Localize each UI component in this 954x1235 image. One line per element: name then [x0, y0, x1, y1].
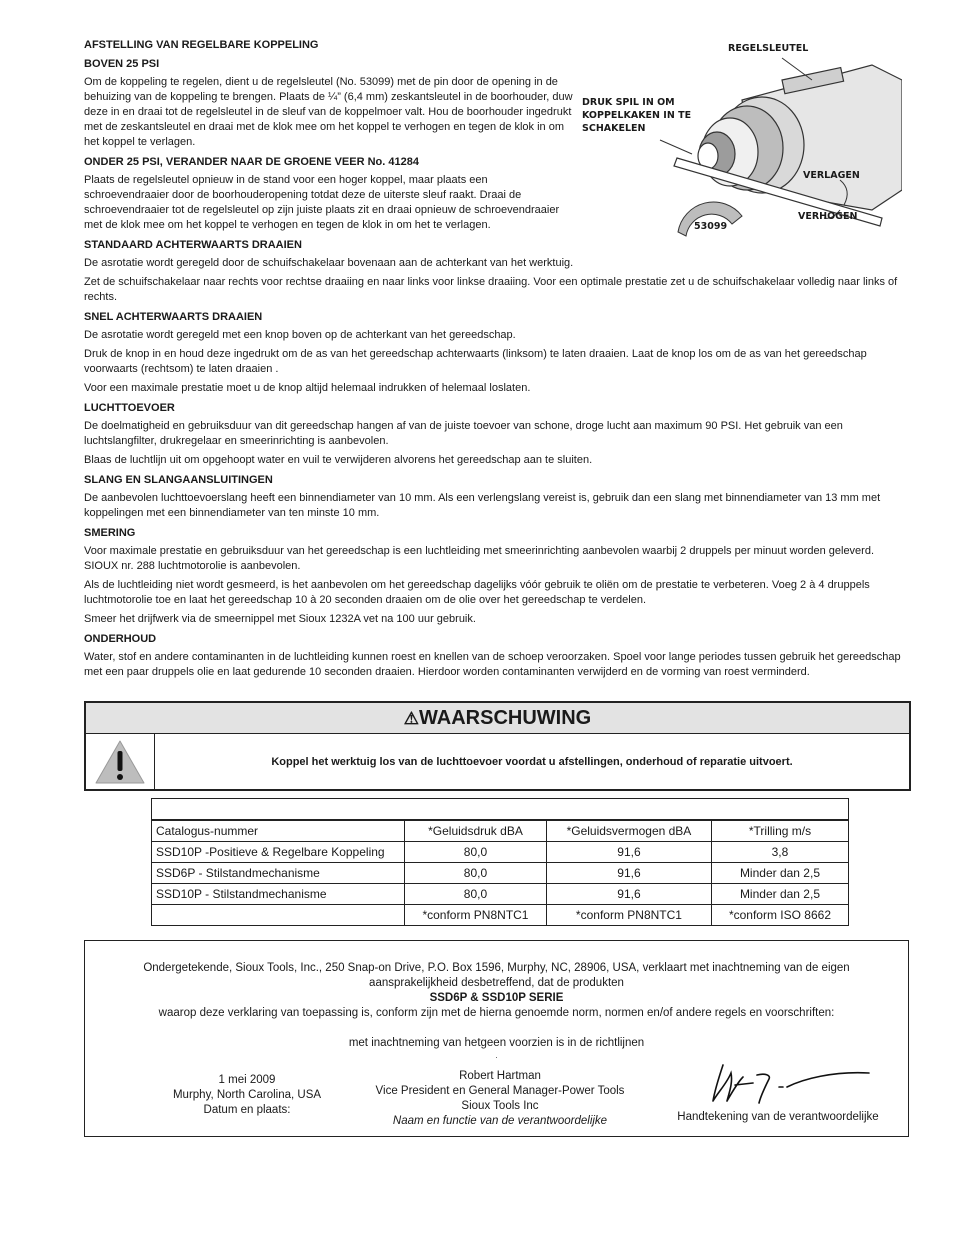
declaration-products: SSD6P & SSD10P SERIE [429, 992, 564, 1004]
paragraph: De aanbevolen luchttoevoerslang heeft een binnendiameter van 10 mm. Als een verlengslang vereist is, gebruik dan een slang met binnendiameter van 13 mm met koppelingen met een binnendiameter van ten minste 10 mm. [84, 492, 881, 519]
table-cell: *conform PN8NTC1 [405, 905, 547, 926]
label-regelsleutel: REGELSLEUTEL [728, 43, 809, 54]
paragraph: Water, stof en andere contaminanten in de luchtleiding kunnen roest en knellen van de schoep veroorzaken. Spoel voor lange periodes tussen gebruik het gereedschap met een paar druppels olie en laat gedurende 10 seconden draaien. Hierdoor worden contaminanten verwijderd en de vorming van roest verminderd. [84, 651, 901, 678]
paragraph: Smeer het drijfwerk via de smeernippel met Sioux 1232A vet na 100 uur gebruik. [84, 613, 476, 625]
label-spindle: DRUK SPIL IN OM KOPPELKAKEN IN TE SCHAKELEN [582, 97, 692, 134]
paragraph: Zet de schuifschakelaar naar rechts voor rechtse draaiing en naar links voor linkse draaiing. Voor een optimale prestatie zet u de schuifschakelaar volledig naar links of rechts. [84, 276, 898, 303]
place: Murphy, North Carolina, USA [172, 1089, 322, 1101]
table-cell: 80,0 [405, 842, 547, 863]
date-label: Datum en plaats: [203, 1104, 291, 1116]
paragraph: Blaas de luchtlijn uit om opgehoopt water en vuil te verwijderen alvorens het gereedschap aan te sluiten. [84, 454, 593, 466]
signature-block [663, 1061, 893, 1125]
paragraph: Druk de knop in en houd deze ingedrukt om de as van het gereedschap achterwaarts (linksom) te laten draaien. Laat de knop los om de as van het gereedschap voorwaarts (rechtsom) te laten draaien . [84, 348, 867, 375]
table-cell: 91,6 [546, 863, 711, 884]
signer-company: Sioux Tools Inc [461, 1100, 539, 1112]
table-row [152, 905, 849, 926]
specifications-table [151, 798, 849, 926]
section-heading: SMERING [84, 527, 136, 539]
table-cell: Catalogus-nummer [152, 820, 405, 842]
table-cell: 91,6 [546, 842, 711, 863]
table-cell: Minder dan 2,5 [711, 863, 848, 884]
table-row [152, 863, 849, 884]
table-row [152, 884, 849, 905]
label-raise: VERHOGEN [798, 211, 858, 222]
table-cell: 80,0 [405, 884, 547, 905]
declaration-box [84, 940, 909, 1137]
warning-text: Koppel het werktuig los van de luchttoevoer voordat u afstellingen, onderhoud of reparatie uitvoert. [271, 755, 793, 768]
warning-title: WAARSCHUWING [419, 707, 592, 729]
warning-header [86, 703, 909, 734]
declaration-line: aansprakelijkheid desbetreffend, dat de produkten [369, 977, 624, 989]
table-cell: 80,0 [405, 863, 547, 884]
section-heading: AFSTELLING VAN REGELBARE KOPPELING [84, 39, 319, 51]
warning-box [84, 701, 911, 791]
exclamation-icon [86, 734, 155, 789]
paragraph: De doelmatigheid en gebruiksduur van dit gereedschap hangen af van de juiste toevoer van schone, droge lucht aan maximum 90 PSI. Het gebruik van een luchtslangfilter, drukregelaar en smeerinrichting is aanbevolen. [84, 420, 843, 447]
table-cell: *Geluidsvermogen dBA [546, 820, 711, 842]
section-heading: ONDERHOUD [84, 633, 157, 645]
table-cell [152, 905, 405, 926]
date-place-block [167, 1073, 327, 1118]
table-cell: Minder dan 2,5 [711, 884, 848, 905]
paragraph: De asrotatie wordt geregeld met een knop boven op de achterkant van het gereedschap. [84, 329, 516, 341]
table-cell: *conform ISO 8662 [711, 905, 848, 926]
section-subheading: BOVEN 25 PSI [84, 58, 160, 70]
table-cell: SSD10P -Positieve & Regelbare Koppeling [152, 842, 405, 863]
sections-list [84, 238, 909, 680]
section-heading: SNEL ACHTERWAARTS DRAAIEN [84, 311, 263, 323]
handwritten-signature [683, 1061, 873, 1105]
section-subheading: ONDER 25 PSI, VERANDER NAAR DE GROENE VEER No. 41284 [84, 156, 419, 168]
signature-label: Handtekening van de verantwoordelijke [677, 1111, 879, 1123]
signer-name: Robert Hartman [459, 1070, 541, 1082]
signer-block [355, 1069, 645, 1129]
label-part-number: 53099 [694, 221, 728, 232]
adjustment-section [84, 38, 574, 233]
paragraph: Voor een maximale prestatie moet u de knop altijd helemaal indrukken of helemaal loslaten. [84, 382, 531, 394]
signer-title: Vice President en General Manager-Power Tools [375, 1085, 625, 1097]
table-cell: *conform PN8NTC1 [546, 905, 711, 926]
signer-label: Naam en functie van de verantwoordelijke [392, 1115, 608, 1127]
paragraph: Als de luchtleiding niet wordt gesmeerd, is het aanbevolen om het gereedschap dagelijks vóór gebruik te oliën om de prestatie te verbeteren. Voeg 2 à 4 druppels luchtmotorolie toe en laat het gereedschap 10 à 20 seconden draaien om de olie over het gereedschap te verdelen. [84, 579, 870, 606]
table-row [152, 842, 849, 863]
section-heading: SLANG EN SLANGAANSLUITINGEN [84, 474, 273, 486]
declaration-line: waarop deze verklaring van toepassing is, conform zijn met de hierna genoemde norm, normen en/of andere regels en voorschriften: [158, 1007, 835, 1019]
paragraph: Om de koppeling te regelen, dient u de regelsleutel (No. 53099) met de pin door de opening in de behuizing van de koppeling te brengen. Plaats de ¼” (6,4 mm) zeskantsleutel in de boorhouder, duw deze in en draai tot de regelsleutel in de sleuf van de koppelmoer valt. Hou de boorhouder ingedrukt met de zeskantsleutel en draai met de klok mee om het koppel te verhogen en tegen de klok in om het koppel te verlagen. [84, 76, 573, 148]
section-heading: STANDAARD ACHTERWAARTS DRAAIEN [84, 239, 302, 251]
warning-triangle-icon: ⚠ [403, 709, 420, 728]
declaration-dot: . [495, 1051, 498, 1060]
table-cell: SSD6P - Stilstandmechanisme [152, 863, 405, 884]
table-title-row [152, 799, 849, 821]
section-heading: LUCHTTOEVOER [84, 402, 175, 414]
table-cell: *Trilling m/s [711, 820, 848, 842]
paragraph: Voor maximale prestatie en gebruiksduur van het gereedschap is een luchtleiding met smeerinrichting aanbevolen waarbij 2 druppels per minuut worden geleverd. SIOUX nr. 288 luchtmotorolie is aanbevolen. [84, 545, 875, 572]
table-row [152, 820, 849, 842]
table-cell: 91,6 [546, 884, 711, 905]
label-lower: VERLAGEN [803, 170, 860, 181]
clutch-adjustment-figure [582, 40, 902, 240]
table-cell: *Geluidsdruk dBA [405, 820, 547, 842]
table-cell: 3,8 [711, 842, 848, 863]
table-cell: SSD10P - Stilstandmechanisme [152, 884, 405, 905]
declaration-line: Ondergetekende, Sioux Tools, Inc., 250 Snap-on Drive, P.O. Box 1596, Murphy, NC, 28906, USA, verklaart met inachtneming van de eigen [143, 962, 850, 974]
paragraph: Plaats de regelsleutel opnieuw in de stand voor een hoger koppel, maar plaats een schroevendraaier door de boorhouderopening totdat deze de uiterste sleuf raakt. Draai de schroevendraaier tot de regelsleutel op zijn juiste plaats zit en draai opnieuw de schroevendraaier met de klok mee om het koppel te verhogen en tegen de klok in om het te verlagen. [84, 174, 560, 231]
declaration-line: met inachtneming van hetgeen voorzien is in de richtlijnen [348, 1037, 645, 1049]
paragraph: De asrotatie wordt geregeld door de schuifschakelaar bovenaan aan de achterkant van het werktuig. [84, 257, 574, 269]
date: 1 mei 2009 [218, 1074, 276, 1086]
